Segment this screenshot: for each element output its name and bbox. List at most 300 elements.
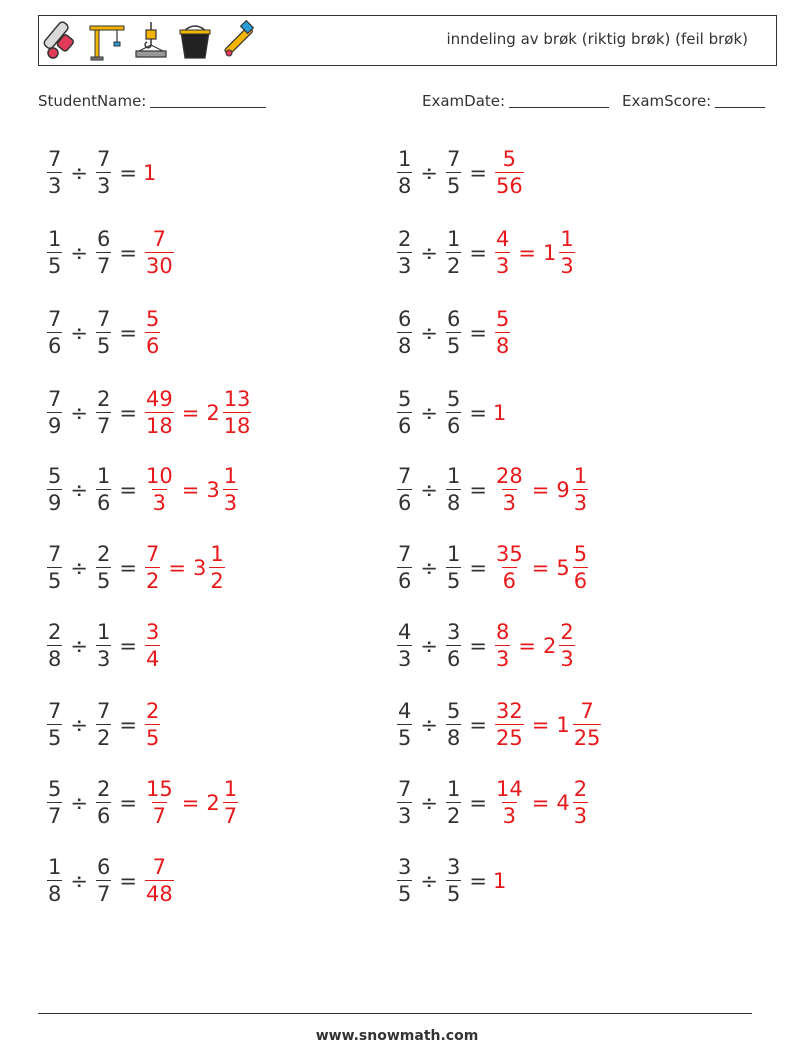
mixed-whole: 5 <box>556 555 570 580</box>
dividend-fraction-denominator: 8 <box>48 882 62 906</box>
dividend-fraction-numerator: 7 <box>48 387 62 411</box>
answer-fraction <box>145 857 174 905</box>
dividend-fraction <box>397 779 412 827</box>
dividend-fraction-denominator: 5 <box>48 569 62 593</box>
answer-fraction-denominator: 30 <box>145 254 173 278</box>
divisor-fraction-numerator: 1 <box>96 620 111 644</box>
divisor-fraction <box>446 309 461 357</box>
answer-fraction <box>145 229 174 277</box>
dividend-fraction-numerator: 7 <box>398 542 412 566</box>
divide-sign: ÷ <box>420 555 438 580</box>
chainsaw-icon <box>43 20 83 62</box>
divide-sign: ÷ <box>70 477 88 502</box>
answer-fraction-denominator: 3 <box>495 647 510 671</box>
footer-url: www.snowmath.com <box>315 1028 479 1044</box>
answer-equals-sign: = <box>181 477 200 502</box>
mixed-fraction-numerator: 13 <box>223 387 251 411</box>
divisor-fraction <box>96 701 111 749</box>
exam-date-label: ExamDate: <box>422 92 506 110</box>
worksheet-title: inndeling av brøk (riktig brøk) (feil brøk) <box>446 30 748 48</box>
dividend-fraction-numerator: 5 <box>398 387 412 411</box>
dividend-fraction-numerator: 3 <box>398 855 412 879</box>
answer-fraction <box>495 544 524 592</box>
dividend-fraction-numerator: 4 <box>398 620 412 644</box>
dividend-fraction-denominator: 3 <box>398 647 412 671</box>
dividend-fraction-numerator: 5 <box>48 464 62 488</box>
problem-item <box>45 305 162 361</box>
student-name-field[interactable] <box>38 92 266 110</box>
dividend-fraction-denominator: 9 <box>48 491 62 515</box>
problem-item <box>45 540 227 596</box>
dividend-fraction-denominator: 9 <box>48 414 62 438</box>
answer-fraction <box>495 779 524 827</box>
divisor-fraction <box>446 466 461 514</box>
exam-score-field[interactable] <box>622 92 765 110</box>
divide-sign: ÷ <box>70 790 88 815</box>
equals-sign: = <box>119 868 137 893</box>
dividend-fraction <box>397 544 412 592</box>
mixed-fraction-denominator: 3 <box>223 491 238 515</box>
divisor-fraction-numerator: 1 <box>446 542 461 566</box>
answer-equals-sign: = <box>531 477 550 502</box>
divisor-fraction-numerator: 3 <box>446 620 461 644</box>
answer-fraction <box>495 229 510 277</box>
mixed-fraction-numerator: 2 <box>573 777 588 801</box>
divisor-fraction <box>96 779 111 827</box>
answer-fraction-numerator: 49 <box>145 387 173 411</box>
answer-fraction <box>495 701 524 749</box>
answer-fraction-numerator: 7 <box>152 855 167 879</box>
divisor-fraction <box>96 229 111 277</box>
dividend-fraction-numerator: 1 <box>398 147 412 171</box>
dividend-fraction <box>397 622 412 670</box>
problem-item <box>45 618 162 674</box>
divisor-fraction-numerator: 6 <box>96 855 111 879</box>
answer-whole: 1 <box>142 160 157 185</box>
divisor-fraction-numerator: 1 <box>446 227 461 251</box>
dividend-fraction-denominator: 5 <box>398 726 412 750</box>
divisor-fraction-denominator: 5 <box>96 569 111 593</box>
answer-fraction-denominator: 5 <box>145 726 160 750</box>
answer-fraction <box>145 622 160 670</box>
answer-equals-sign: = <box>168 555 186 580</box>
mixed-fraction-denominator: 18 <box>223 414 251 438</box>
divide-sign: ÷ <box>70 320 88 345</box>
answer-fraction <box>495 622 510 670</box>
divisor-fraction-numerator: 1 <box>446 777 461 801</box>
worksheet-header <box>38 15 777 66</box>
mixed-fraction-denominator: 3 <box>560 254 574 278</box>
divisor-fraction-denominator: 5 <box>446 882 461 906</box>
mixed-whole: 1 <box>542 240 557 265</box>
problem-item <box>45 462 240 518</box>
dividend-fraction-numerator: 2 <box>48 620 62 644</box>
divisor-fraction <box>446 229 461 277</box>
divide-sign: ÷ <box>70 868 88 893</box>
divisor-fraction-denominator: 7 <box>96 882 111 906</box>
dividend-fraction-numerator: 5 <box>48 777 62 801</box>
answer-fraction <box>145 779 174 827</box>
answer-fraction-denominator: 7 <box>152 804 167 828</box>
divide-sign: ÷ <box>420 320 438 345</box>
mixed-fraction <box>223 779 238 827</box>
divisor-fraction-denominator: 6 <box>96 491 111 515</box>
dividend-fraction-numerator: 2 <box>398 227 412 251</box>
dividend-fraction-denominator: 3 <box>48 174 62 198</box>
answer-fraction-denominator: 3 <box>502 491 517 515</box>
answer-fraction-denominator: 8 <box>495 334 510 358</box>
mixed-fraction <box>559 622 574 670</box>
divisor-fraction <box>96 857 111 905</box>
equals-sign: = <box>469 633 487 658</box>
answer-equals-sign: = <box>518 240 536 265</box>
equals-sign: = <box>469 160 487 185</box>
answer-equals-sign: = <box>181 400 200 425</box>
divisor-fraction-numerator: 6 <box>446 307 461 331</box>
divisor-fraction-numerator: 1 <box>446 464 461 488</box>
mixed-fraction-numerator: 7 <box>580 699 594 723</box>
divisor-fraction-numerator: 7 <box>96 307 111 331</box>
answer-fraction <box>145 389 174 437</box>
dividend-fraction-numerator: 7 <box>398 777 412 801</box>
dividend-fraction <box>47 779 62 827</box>
equals-sign: = <box>469 240 487 265</box>
answer-fraction-numerator: 10 <box>145 464 173 488</box>
problem-item <box>395 305 512 361</box>
problem-item <box>395 385 506 441</box>
mixed-fraction-numerator: 1 <box>223 464 238 488</box>
dividend-fraction-denominator: 8 <box>398 334 412 358</box>
answer-fraction-numerator: 5 <box>502 147 517 171</box>
answer-equals-sign: = <box>531 712 550 737</box>
divisor-fraction-denominator: 7 <box>96 414 111 438</box>
dividend-fraction-denominator: 5 <box>48 726 62 750</box>
dividend-fraction-numerator: 7 <box>48 147 62 171</box>
answer-equals-sign: = <box>181 790 200 815</box>
exam-score-line[interactable] <box>715 93 765 108</box>
divisor-fraction-numerator: 5 <box>446 387 461 411</box>
mixed-fraction <box>573 701 602 749</box>
dividend-fraction <box>47 544 62 592</box>
divisor-fraction <box>446 149 461 197</box>
divisor-fraction <box>446 389 461 437</box>
divisor-fraction-numerator: 6 <box>96 227 111 251</box>
divisor-fraction <box>96 466 111 514</box>
dividend-fraction <box>47 622 62 670</box>
mixed-whole: 2 <box>206 790 220 815</box>
student-name-line[interactable] <box>150 93 266 108</box>
answer-equals-sign: = <box>531 790 550 815</box>
answer-fraction-numerator: 5 <box>145 307 160 331</box>
dividend-fraction-denominator: 6 <box>398 414 412 438</box>
answer-fraction <box>495 309 510 357</box>
equals-sign: = <box>119 320 137 345</box>
divisor-fraction-denominator: 3 <box>96 174 111 198</box>
problem-item <box>395 775 590 831</box>
divisor-fraction-denominator: 2 <box>446 254 461 278</box>
problem-item <box>395 618 577 674</box>
divide-sign: ÷ <box>70 160 88 185</box>
mixed-fraction-denominator: 3 <box>573 491 588 515</box>
answer-fraction-numerator: 7 <box>145 542 160 566</box>
answer-fraction <box>495 466 524 514</box>
problem-item <box>395 225 577 281</box>
answer-fraction-denominator: 6 <box>145 334 160 358</box>
student-name-label: StudentName: <box>38 92 147 110</box>
problem-item <box>45 697 162 753</box>
problem-item <box>45 385 253 441</box>
answer-fraction <box>145 309 160 357</box>
dividend-fraction <box>47 229 62 277</box>
equals-sign: = <box>119 400 137 425</box>
dividend-fraction <box>47 701 62 749</box>
answer-fraction-denominator: 25 <box>495 726 523 750</box>
dividend-fraction <box>47 389 62 437</box>
dividend-fraction <box>397 466 412 514</box>
mixed-fraction <box>223 466 238 514</box>
answer-fraction-denominator: 2 <box>145 569 160 593</box>
dividend-fraction-numerator: 1 <box>48 227 62 251</box>
problem-item <box>395 145 526 201</box>
dividend-fraction <box>397 309 412 357</box>
answer-equals-sign: = <box>518 633 536 658</box>
answer-fraction-denominator: 3 <box>495 254 510 278</box>
equals-sign: = <box>469 868 487 893</box>
answer-fraction-numerator: 7 <box>152 227 167 251</box>
answer-whole: 1 <box>492 868 507 893</box>
dividend-fraction <box>47 309 62 357</box>
divisor-fraction <box>446 779 461 827</box>
divisor-fraction-numerator: 2 <box>96 387 111 411</box>
answer-fraction-numerator: 5 <box>495 307 510 331</box>
answer-fraction-numerator: 4 <box>495 227 510 251</box>
answer-fraction-numerator: 3 <box>145 620 160 644</box>
answer-fraction-numerator: 32 <box>495 699 523 723</box>
exam-date-field[interactable] <box>422 92 609 110</box>
problem-item <box>45 775 240 831</box>
dividend-fraction-numerator: 1 <box>48 855 62 879</box>
mixed-fraction-denominator: 6 <box>573 569 588 593</box>
mixed-whole: 2 <box>206 400 220 425</box>
problem-item <box>45 853 176 909</box>
divisor-fraction-numerator: 1 <box>96 464 111 488</box>
answer-fraction-denominator: 3 <box>502 804 517 828</box>
equals-sign: = <box>119 477 137 502</box>
tower-crane-icon <box>87 20 127 62</box>
mixed-fraction <box>223 389 252 437</box>
footer-divider <box>38 1013 752 1014</box>
answer-fraction <box>145 701 160 749</box>
divide-sign: ÷ <box>70 633 88 658</box>
divisor-fraction <box>96 149 111 197</box>
mixed-fraction-numerator: 1 <box>210 542 224 566</box>
divide-sign: ÷ <box>420 240 438 265</box>
dividend-fraction <box>397 389 412 437</box>
equals-sign: = <box>119 555 137 580</box>
mixed-whole: 3 <box>206 477 220 502</box>
equals-sign: = <box>119 160 137 185</box>
dividend-fraction-denominator: 6 <box>48 334 62 358</box>
mixed-fraction-denominator: 3 <box>573 804 588 828</box>
dividend-fraction <box>397 229 412 277</box>
divisor-fraction-denominator: 6 <box>446 414 461 438</box>
divide-sign: ÷ <box>420 160 438 185</box>
bucket-icon <box>175 20 215 62</box>
dividend-fraction-denominator: 8 <box>48 647 62 671</box>
divisor-fraction-numerator: 2 <box>96 777 111 801</box>
mixed-fraction-denominator: 2 <box>210 569 224 593</box>
divisor-fraction-denominator: 5 <box>446 569 461 593</box>
dividend-fraction-denominator: 3 <box>398 804 412 828</box>
equals-sign: = <box>119 633 137 658</box>
dividend-fraction <box>397 857 412 905</box>
dividend-fraction-numerator: 6 <box>398 307 412 331</box>
divide-sign: ÷ <box>420 868 438 893</box>
mixed-whole: 1 <box>556 712 570 737</box>
exam-date-line[interactable] <box>509 93 609 108</box>
divisor-fraction <box>446 701 461 749</box>
pipe-wrench-icon <box>219 20 259 62</box>
dividend-fraction-numerator: 4 <box>398 699 412 723</box>
mixed-whole: 2 <box>542 633 557 658</box>
divide-sign: ÷ <box>420 790 438 815</box>
divisor-fraction-numerator: 7 <box>96 699 111 723</box>
mixed-fraction-numerator: 5 <box>573 542 588 566</box>
equals-sign: = <box>469 320 487 345</box>
answer-fraction-denominator: 6 <box>502 569 517 593</box>
equals-sign: = <box>119 790 137 815</box>
dividend-fraction <box>47 149 62 197</box>
divisor-fraction-numerator: 7 <box>96 147 111 171</box>
divide-sign: ÷ <box>420 400 438 425</box>
equals-sign: = <box>469 555 487 580</box>
dividend-fraction-denominator: 3 <box>398 254 412 278</box>
divisor-fraction-denominator: 3 <box>96 647 111 671</box>
dividend-fraction-denominator: 6 <box>398 569 412 593</box>
dividend-fraction-denominator: 7 <box>48 804 62 828</box>
divisor-fraction-denominator: 6 <box>446 647 461 671</box>
mixed-fraction-numerator: 1 <box>573 464 588 488</box>
divisor-fraction-denominator: 7 <box>96 254 111 278</box>
equals-sign: = <box>469 477 487 502</box>
divide-sign: ÷ <box>70 400 88 425</box>
divide-sign: ÷ <box>70 555 88 580</box>
problem-item <box>45 145 156 201</box>
answer-fraction-denominator: 3 <box>152 491 167 515</box>
mixed-fraction <box>573 779 588 827</box>
divisor-fraction-denominator: 8 <box>446 726 461 750</box>
divisor-fraction <box>96 544 111 592</box>
divide-sign: ÷ <box>420 477 438 502</box>
mixed-fraction <box>573 466 588 514</box>
problem-item <box>395 462 590 518</box>
mixed-fraction-numerator: 2 <box>560 620 574 644</box>
mixed-fraction-numerator: 1 <box>223 777 238 801</box>
divisor-fraction-denominator: 5 <box>446 174 461 198</box>
mixed-fraction <box>209 544 224 592</box>
divisor-fraction <box>446 544 461 592</box>
divisor-fraction <box>96 389 111 437</box>
mixed-fraction <box>573 544 588 592</box>
divisor-fraction <box>446 857 461 905</box>
divide-sign: ÷ <box>420 712 438 737</box>
divisor-fraction-denominator: 5 <box>96 334 111 358</box>
answer-fraction <box>145 466 174 514</box>
answer-fraction-numerator: 8 <box>495 620 510 644</box>
divisor-fraction-denominator: 6 <box>96 804 111 828</box>
equals-sign: = <box>469 790 487 815</box>
mixed-whole: 9 <box>556 477 570 502</box>
mixed-fraction-denominator: 7 <box>223 804 238 828</box>
dividend-fraction <box>397 701 412 749</box>
equals-sign: = <box>469 400 487 425</box>
dividend-fraction-denominator: 5 <box>48 254 62 278</box>
mixed-fraction-denominator: 3 <box>560 647 574 671</box>
divisor-fraction <box>96 622 111 670</box>
dividend-fraction <box>397 149 412 197</box>
mixed-fraction-denominator: 25 <box>573 726 601 750</box>
divisor-fraction-numerator: 5 <box>446 699 461 723</box>
answer-fraction-numerator: 2 <box>145 699 160 723</box>
answer-fraction-denominator: 56 <box>495 174 523 198</box>
divisor-fraction <box>96 309 111 357</box>
dividend-fraction-denominator: 8 <box>398 174 412 198</box>
equals-sign: = <box>469 712 487 737</box>
answer-fraction-numerator: 35 <box>495 542 523 566</box>
divide-sign: ÷ <box>70 240 88 265</box>
answer-fraction <box>145 544 160 592</box>
answer-fraction-numerator: 28 <box>495 464 523 488</box>
dividend-fraction-numerator: 7 <box>48 542 62 566</box>
problem-item <box>395 540 590 596</box>
dividend-fraction-numerator: 7 <box>48 699 62 723</box>
mixed-fraction-numerator: 1 <box>560 227 574 251</box>
dividend-fraction-denominator: 6 <box>398 491 412 515</box>
answer-fraction-denominator: 4 <box>145 647 160 671</box>
crane-hook-icon <box>131 20 171 62</box>
exam-score-label: ExamScore: <box>622 92 712 110</box>
divide-sign: ÷ <box>70 712 88 737</box>
dividend-fraction-denominator: 5 <box>398 882 412 906</box>
divide-sign: ÷ <box>420 633 438 658</box>
answer-fraction-numerator: 14 <box>495 777 523 801</box>
divisor-fraction-numerator: 3 <box>446 855 461 879</box>
problem-item <box>395 697 603 753</box>
dividend-fraction <box>47 466 62 514</box>
divisor-fraction-denominator: 8 <box>446 491 461 515</box>
divisor-fraction-denominator: 2 <box>96 726 111 750</box>
mixed-whole: 4 <box>556 790 570 815</box>
divisor-fraction <box>446 622 461 670</box>
dividend-fraction-numerator: 7 <box>48 307 62 331</box>
answer-fraction-numerator: 15 <box>145 777 173 801</box>
divisor-fraction-numerator: 2 <box>96 542 111 566</box>
dividend-fraction-numerator: 7 <box>398 464 412 488</box>
mixed-fraction <box>559 229 574 277</box>
problem-item <box>45 225 176 281</box>
divisor-fraction-denominator: 2 <box>446 804 461 828</box>
equals-sign: = <box>119 240 137 265</box>
divisor-fraction-denominator: 5 <box>446 334 461 358</box>
mixed-whole: 3 <box>192 555 207 580</box>
header-icons <box>43 20 259 62</box>
answer-fraction <box>495 149 524 197</box>
equals-sign: = <box>119 712 137 737</box>
problem-item <box>395 853 506 909</box>
answer-fraction-denominator: 18 <box>145 414 173 438</box>
answer-whole: 1 <box>492 400 507 425</box>
dividend-fraction <box>47 857 62 905</box>
